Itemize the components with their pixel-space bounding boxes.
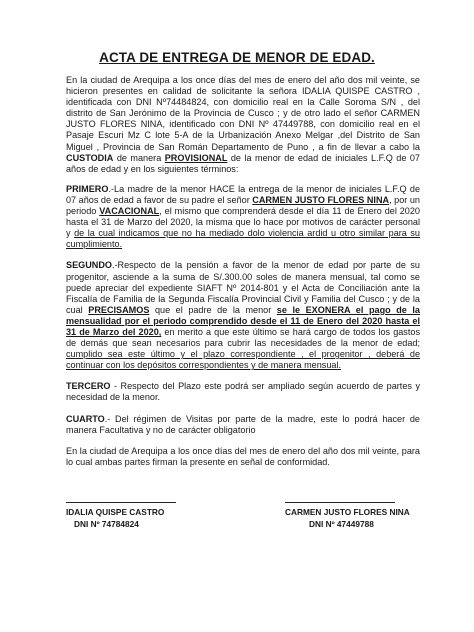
clause-text: .- Del régimen de Visitas por parte de la madre, este lo podrá hacer de manera Facultativa y no de carácter obligatorio bbox=[66, 413, 420, 435]
signer-dni: DNI Nº 47449788 bbox=[309, 519, 374, 529]
signer-name: CARMEN JUSTO FLORES NINA bbox=[285, 507, 410, 517]
closing-paragraph: En la ciudad de Arequipa a los once días del mes de enero del año dos mil veinte, para lo cual ambas partes firman la presente en señal de conformidad. bbox=[66, 445, 420, 467]
father-name: CARMEN JUSTO FLORES NINA bbox=[252, 194, 390, 205]
clause-text-3: , el mismo que comprenderá desde el día 11 de Enero del 2020 hasta el 31 de Marzo del 2020, la misma que lo hace por motivos de carácter personal y bbox=[66, 206, 420, 239]
document-body bbox=[66, 75, 420, 478]
signer-dni: DNI Nº 74784824 bbox=[74, 519, 139, 529]
precisamos-term: PRECISAMOS bbox=[88, 304, 150, 315]
clause-underlined-text: de la cual indicamos que no ha mediado dolo violencia ardid u otro similar para su cumplimiento. bbox=[66, 228, 420, 250]
clause-text: .-Respecto de la pensión a favor de la menor de edad por parte de su progenitor, asciende a la suma de S/.300.00 soles de manera mensual, tal como se puede apreciar del expediente SIAFT Nº 2014-801 y el Acta de Conciliación ante la Fiscalía de Familia de la Segunda Fiscalía Provincial Civil y Familia del Cusco ; y de la cual bbox=[66, 260, 420, 315]
clause-text: .-La madre de la menor HACE la entrega de la menor de iniciales L.F.Q de 07 años de edad a favor de su padre el señor bbox=[66, 183, 420, 205]
custodia-term: CUSTODIA bbox=[66, 152, 114, 163]
intro-text-2: de manera bbox=[113, 152, 165, 163]
exoneration-text: se le EXONERA el pago de la mensualidad por el periodo comprendido desde el 11 de Enero del 2020 hasta el 31 de Marzo del 2020, bbox=[66, 304, 420, 337]
vacacional-term: VACACIONAL bbox=[99, 206, 160, 217]
clause-label: TERCERO bbox=[66, 381, 111, 392]
clause-cuarto bbox=[66, 414, 420, 436]
signer-name: IDALIA QUISPE CASTRO bbox=[66, 507, 165, 517]
clause-label: CUARTO bbox=[66, 413, 105, 424]
intro-text: En la ciudad de Arequipa a los once días del mes de enero del año dos mil veinte, se hicieron presentes en calidad de solicitante la señora IDALIA QUISPE CASTRO , identificada con DNI Nº74484824, con domicilio real en la Calle Soroma S/N , del distrito de San Jerónimo de la Provincia de Cusco ; y de otro lado el señor CARMEN JUSTO FLORES NINA, identificado con DNI Nº 47449788, con domicilio real en el Pasaje Escuri Mz C lote 5-A de la Urbanización Anexo Melgar ,del Distrito de San Miguel , Provincia de San Román Departamento de Puno , a fin de llevar a cabo la bbox=[66, 75, 420, 152]
intro-text-3: de la menor de edad de iniciales L.F.Q de 07 años de edad y en los siguientes términos: bbox=[66, 152, 420, 174]
clause-text-2: que el padre de la menor bbox=[149, 304, 277, 315]
signature-block-mother bbox=[66, 502, 176, 530]
clause-label: SEGUNDO bbox=[66, 260, 112, 271]
signature-line bbox=[285, 502, 395, 503]
signature-line bbox=[66, 502, 176, 503]
intro-paragraph bbox=[66, 75, 420, 175]
clause-text-2: , por un periodo bbox=[66, 194, 420, 217]
clause-text-3: en merito a que este último se hará cargo de todos los gastos de demás que sean necesarios para cubrir las necesidades de la menor de edad; bbox=[66, 326, 420, 349]
clause-tercero bbox=[66, 381, 420, 403]
clause-underlined-text: cumplido sea este último y el plazo correspondiente , el progenitor , deberá de continuar con los depósitos correspondientes y de manera mensual. bbox=[66, 349, 420, 371]
clause-primero bbox=[66, 184, 420, 251]
clause-segundo bbox=[66, 260, 420, 371]
provisional-term: PROVISIONAL bbox=[164, 152, 228, 163]
clause-text: - Respecto del Plazo este podrá ser ampliado según acuerdo de partes y necesidad de la menor. bbox=[66, 381, 420, 403]
document-title: ACTA DE ENTREGA DE MENOR DE EDAD. bbox=[99, 50, 375, 65]
signature-block-father bbox=[285, 502, 410, 530]
clause-label: PRIMERO bbox=[66, 183, 109, 194]
